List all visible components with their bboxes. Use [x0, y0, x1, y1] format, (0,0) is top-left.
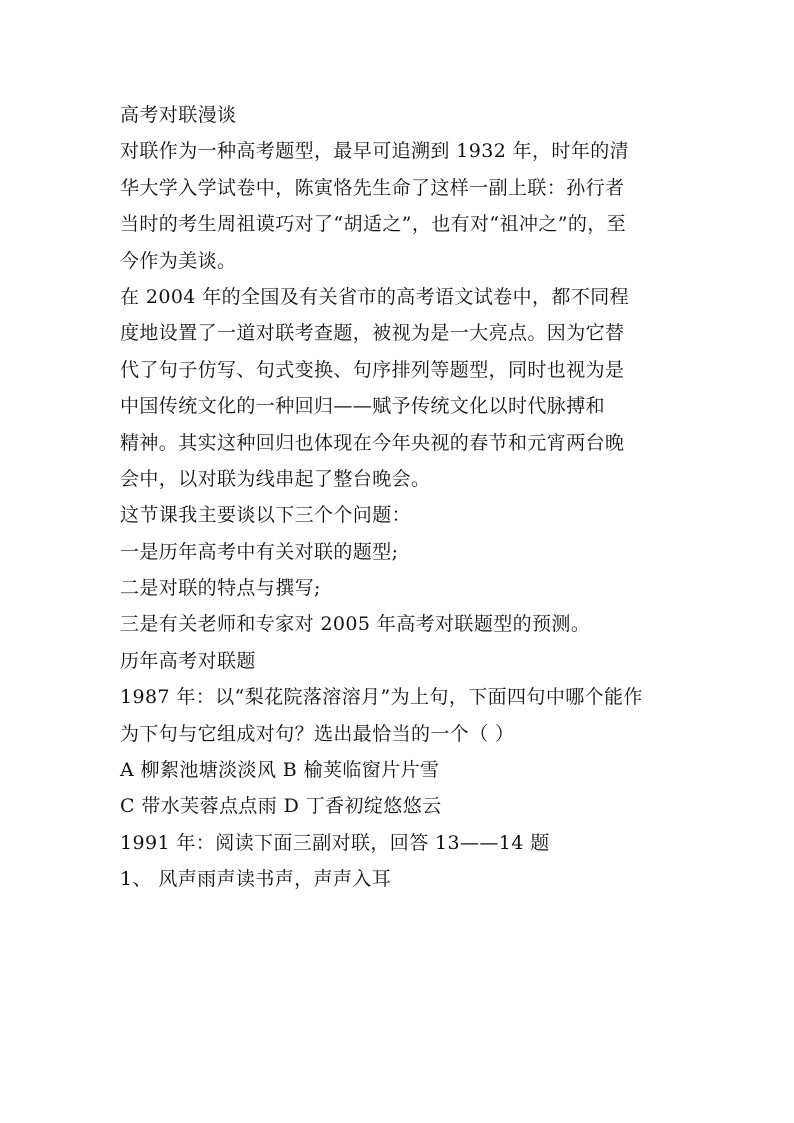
answer-options: C 带水芙蓉点点雨 D 丁香初绽悠悠云 — [120, 795, 442, 818]
paragraph-line: 中国传统文化的一种回归——赋予传统文化以时代脉搏和 — [120, 395, 606, 418]
question-line: 1991 年：阅读下面三副对联，回答 13——14 题 — [120, 831, 550, 854]
paragraph-line: 当时的考生周祖谟巧对了“胡适之”，也有对“祖冲之”的，至 — [120, 213, 627, 236]
paragraph-line: 对联作为一种高考题型，最早可追溯到 1932 年，时年的清 — [120, 140, 630, 163]
question-line: 1987 年：以“梨花院落溶溶月”为上句，下面四句中哪个能作 — [120, 686, 643, 709]
list-item: 一是历年高考中有关对联的题型; — [120, 540, 399, 563]
paragraph-line: 今作为美谈。 — [120, 249, 237, 272]
paragraph-line: 度地设置了一道对联考查题，被视为是一大亮点。因为它替 — [120, 322, 625, 345]
paragraph-line: 会中，以对联为线串起了整台晚会。 — [120, 467, 431, 490]
document-title: 高考对联漫谈 — [120, 104, 237, 126]
list-item: 三是有关老师和专家对 2005 年高考对联题型的预测。 — [120, 613, 591, 636]
answer-options: A 柳絮池塘淡淡风 B 榆荚临窗片片雪 — [120, 759, 440, 782]
paragraph-line: 精神。其实这种回归也体现在今年央视的春节和元宵两台晚 — [120, 431, 625, 454]
list-item: 二是对联的特点与撰写; — [120, 577, 321, 600]
document-page — [120, 97, 680, 898]
section-heading: 历年高考对联题 — [120, 649, 256, 672]
paragraph-line: 这节课我主要谈以下三个个问题： — [120, 504, 412, 527]
paragraph-line: 在 2004 年的全国及有关省市的高考语文试卷中，都不同程 — [120, 285, 630, 308]
paragraph-line: 华大学入学试卷中，陈寅恪先生命了这样一副上联：孙行者 — [120, 176, 625, 199]
couplet-line: 1、 风声雨声读书声，声声入耳 — [120, 868, 392, 891]
question-line: 为下句与它组成对句？选出最恰当的一个（ ） — [120, 722, 515, 745]
paragraph-line: 代了句子仿写、句式变换、句序排列等题型，同时也视为是 — [120, 358, 625, 381]
